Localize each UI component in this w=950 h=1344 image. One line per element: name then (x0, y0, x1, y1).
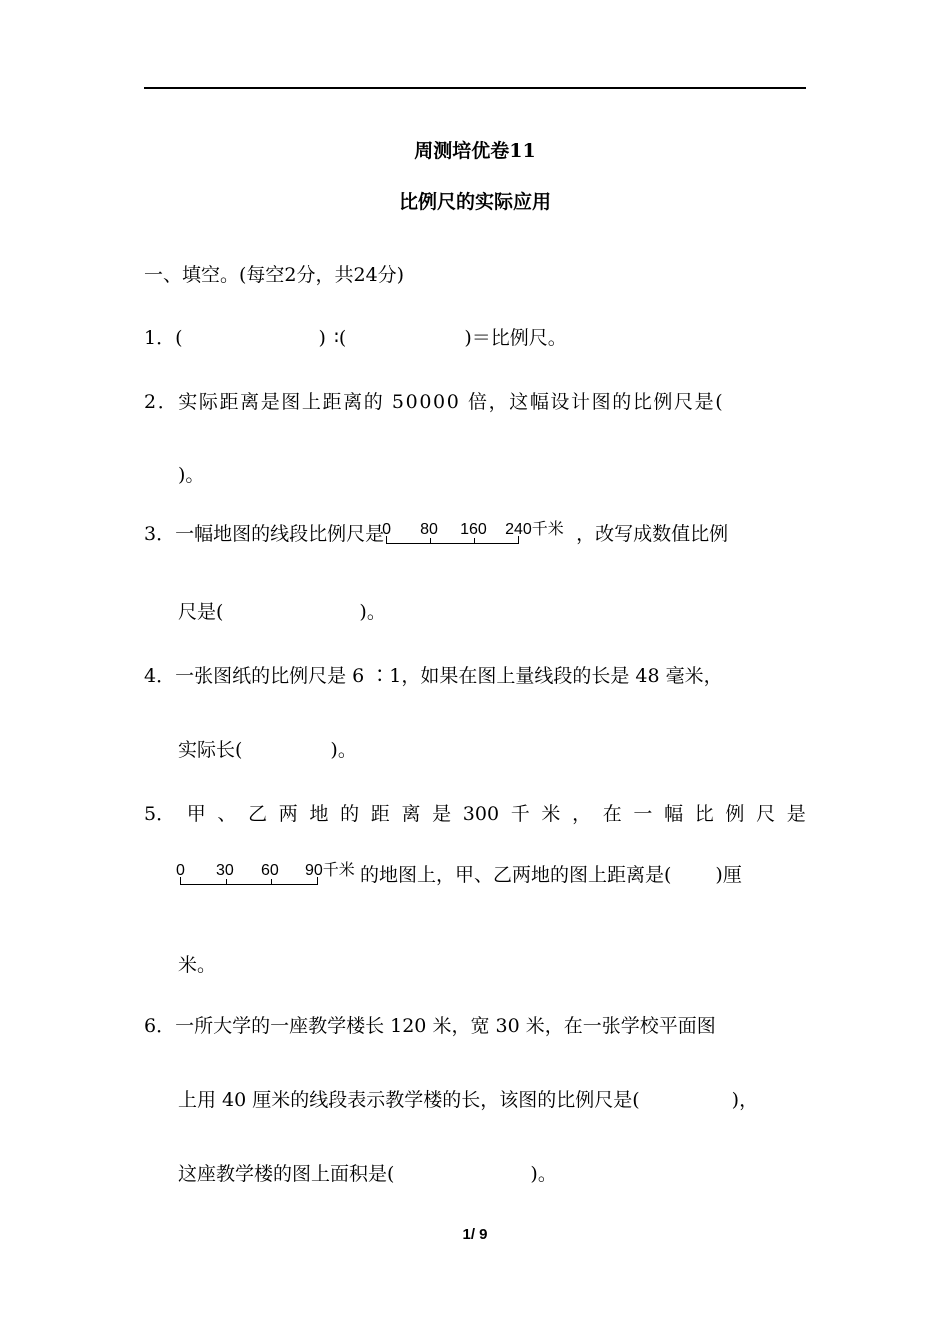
question-number: 5． (144, 803, 176, 825)
question-text: 这座教学楼的图上面积是( (178, 1163, 395, 1185)
question-number: 6． (144, 1015, 176, 1037)
question-text: )， (731, 1089, 759, 1111)
scale-label: 80 (420, 521, 438, 538)
section-heading: 一、填空。(每空2分，共24分) (144, 264, 405, 286)
question-number: 4． (144, 665, 176, 687)
question-word: ， (572, 803, 592, 825)
line-scale-bar (178, 858, 360, 888)
question-5-line2 (178, 858, 742, 888)
question-text: )。 (530, 1163, 557, 1185)
question-tail: )＝比例尺。 (464, 327, 567, 349)
question-number: 3． (144, 523, 176, 545)
scale-label: 0 (176, 862, 185, 879)
scale-label: 60 (261, 862, 279, 879)
question-3 (144, 517, 728, 547)
question-5 (144, 801, 806, 827)
scale-base-line (180, 884, 317, 885)
page-subtitle: 比例尺的实际应用 (398, 191, 551, 213)
scale-label: 240千米 (505, 521, 564, 538)
question-text: )。 (359, 601, 386, 623)
question-word: 米 (541, 803, 561, 825)
question-4 (144, 663, 723, 689)
header-rule (144, 87, 806, 89)
question-word: 距 (370, 803, 390, 825)
question-4-line2 (178, 737, 357, 763)
question-word: 乙 (248, 803, 268, 825)
question-text: 尺是( (178, 601, 224, 623)
question-text: ，改写成数值比例 (576, 523, 729, 545)
question-word: 地 (309, 803, 329, 825)
question-word: 、 (217, 803, 237, 825)
question-6-line3 (178, 1161, 557, 1187)
question-number: 1． (144, 327, 176, 349)
scale-label: 160 (460, 521, 487, 538)
question-6-line2 (178, 1087, 758, 1113)
question-text: )厘 (715, 864, 742, 886)
question-word: 在 (602, 803, 622, 825)
question-text: 一张图纸的比例尺是 6 ∶1，如果在图上量线段的长是 48 毫米， (175, 665, 723, 687)
question-text: 的地图上，甲、乙两地的图上距离是( (360, 864, 672, 886)
page-number: 1/ 9 (462, 1226, 488, 1243)
page-title: 周测培优卷11 (414, 140, 536, 162)
question-word: 甲 (186, 803, 206, 825)
scale-label: 0 (382, 521, 392, 538)
question-word: 离 (401, 803, 421, 825)
scale-label: 90千米 (305, 862, 355, 879)
question-word: 千 (510, 803, 530, 825)
question-text: 上用 40 厘米的线段表示教学楼的长，该图的比例尺是( (178, 1089, 640, 1111)
question-word: 尺 (756, 803, 776, 825)
question-text: 实际长( (178, 739, 243, 761)
question-text: )。 (330, 739, 357, 761)
ratio-colon: ∶ (333, 327, 339, 349)
question-word: 300 (462, 803, 500, 825)
paren-open: ( (338, 327, 347, 349)
question-number: 2． (144, 391, 179, 413)
question-2-tail: )。 (178, 464, 205, 486)
question-3-line2 (178, 599, 386, 625)
question-text: 一幅地图的线段比例尺是 (175, 523, 385, 545)
question-word: 比 (694, 803, 714, 825)
scale-label: 30 (216, 862, 234, 879)
question-2 (144, 389, 724, 415)
question-text: 实际距离是图上距离的 50000 倍，这幅设计图的比例尺是( (178, 391, 725, 413)
question-6 (144, 1013, 716, 1039)
scale-base-line (386, 543, 519, 544)
question-word: 是 (786, 803, 806, 825)
paren-open: ( (175, 327, 183, 349)
question-1 (144, 325, 567, 351)
question-text: 一所大学的一座教学楼长 120 米，宽 30 米，在一张学校平面图 (175, 1015, 716, 1037)
question-word: 两 (278, 803, 298, 825)
question-word: 的 (340, 803, 360, 825)
question-word: 幅 (664, 803, 684, 825)
question-word: 例 (725, 803, 745, 825)
paren-close: ) (318, 327, 326, 349)
question-word: 是 (432, 803, 452, 825)
question-word: 一 (633, 803, 653, 825)
question-5-line3: 米。 (178, 954, 217, 976)
line-scale-bar (384, 517, 576, 547)
